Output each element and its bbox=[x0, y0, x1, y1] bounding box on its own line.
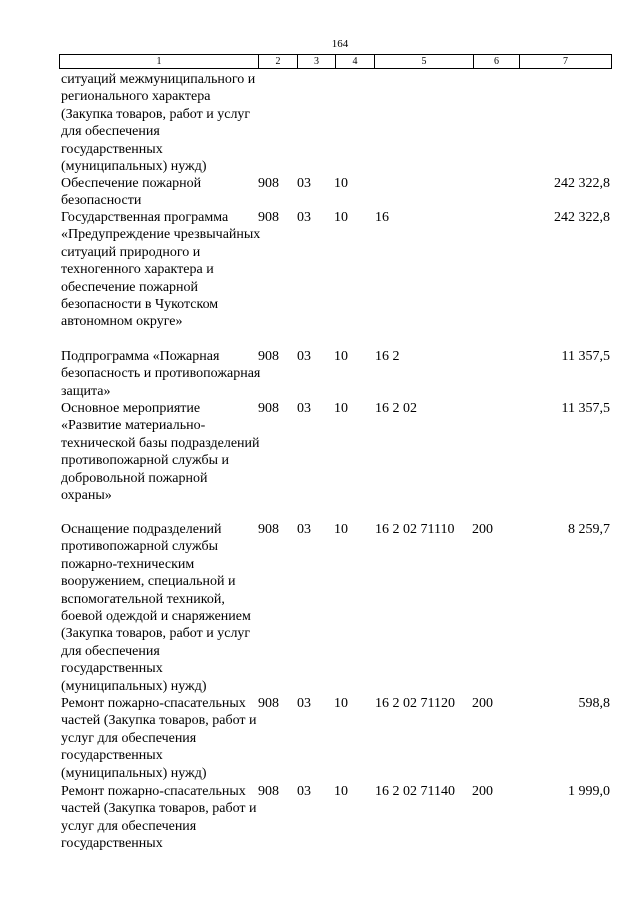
row-name: Обеспечение пожарной безопасности bbox=[61, 176, 202, 209]
row-code-3: 03 bbox=[297, 784, 311, 799]
row-code-2: 908 bbox=[258, 784, 279, 799]
row-amount: 8 259,7 bbox=[568, 522, 610, 537]
table-row bbox=[0, 521, 640, 695]
row-name: Основное мероприятие «Развитие материально-технической базы подразделений противопожарной службы и добровольной пожарной охраны» bbox=[61, 401, 260, 504]
row-code-3: 03 bbox=[297, 696, 311, 711]
row-code-5: 16 bbox=[375, 210, 389, 225]
table-row bbox=[0, 348, 640, 400]
table-row bbox=[0, 783, 640, 863]
row-amount: 11 357,5 bbox=[561, 401, 610, 416]
row-code-4: 10 bbox=[334, 522, 348, 537]
row-name: Ремонт пожарно-спасательных частей (Закупка товаров, работ и услуг для обеспечения государственных bbox=[61, 784, 257, 852]
row-code-6: 200 bbox=[472, 522, 493, 537]
row-code-4: 10 bbox=[334, 210, 348, 225]
table-row bbox=[0, 209, 640, 348]
row-code-6: 200 bbox=[472, 784, 493, 799]
row-code-2: 908 bbox=[258, 696, 279, 711]
row-code-4: 10 bbox=[334, 349, 348, 364]
row-amount: 242 322,8 bbox=[554, 176, 610, 191]
table-row bbox=[0, 695, 640, 783]
row-code-3: 03 bbox=[297, 176, 311, 191]
row-code-4: 10 bbox=[334, 784, 348, 799]
row-code-2: 908 bbox=[258, 210, 279, 225]
row-code-5: 16 2 02 71140 bbox=[375, 784, 455, 799]
row-name: Государственная программа «Предупреждение чрезвычайных ситуаций природного и техногенного характера и обеспечение пожарной безопасности в Чукотском автономном округе» bbox=[61, 210, 261, 330]
row-code-3: 03 bbox=[297, 349, 311, 364]
row-name: Ремонт пожарно-спасательных частей (Закупка товаров, работ и услуг для обеспечения государственных (муниципальных) нужд) bbox=[61, 696, 257, 781]
row-code-2: 908 bbox=[258, 176, 279, 191]
header-col-3: 3 bbox=[298, 55, 336, 69]
header-col-6: 6 bbox=[474, 55, 520, 69]
row-code-2: 908 bbox=[258, 522, 279, 537]
table-row bbox=[0, 175, 640, 209]
row-code-4: 10 bbox=[334, 401, 348, 416]
table-row bbox=[0, 400, 640, 521]
row-code-3: 03 bbox=[297, 210, 311, 225]
row-code-2: 908 bbox=[258, 349, 279, 364]
row-amount: 11 357,5 bbox=[561, 349, 610, 364]
header-col-1: 1 bbox=[60, 55, 259, 69]
row-code-5: 16 2 02 bbox=[375, 401, 417, 416]
table-body bbox=[0, 71, 640, 863]
row-code-5: 16 2 02 71110 bbox=[375, 522, 455, 537]
table-header bbox=[59, 54, 612, 69]
row-code-6: 200 bbox=[472, 696, 493, 711]
row-amount: 1 999,0 bbox=[568, 784, 610, 799]
header-col-7: 7 bbox=[520, 55, 612, 69]
header-col-5: 5 bbox=[375, 55, 474, 69]
table-row bbox=[0, 71, 640, 175]
row-code-3: 03 bbox=[297, 522, 311, 537]
row-code-4: 10 bbox=[334, 176, 348, 191]
row-amount: 242 322,8 bbox=[554, 210, 610, 225]
row-name: ситуаций межмуниципального и регионального характера (Закупка товаров, работ и услуг для обеспечения государственных (муниципальных) нужд) bbox=[61, 72, 256, 175]
row-code-4: 10 bbox=[334, 696, 348, 711]
header-col-2: 2 bbox=[259, 55, 298, 69]
page-number: 164 bbox=[331, 38, 349, 50]
row-name: Оснащение подразделений противопожарной службы пожарно-техническим вооружением, специальной и вспомогательной техникой, боевой одеждой и снаряжением (Закупка товаров, работ и услуг для обеспечения государственных (муниципальных) нужд) bbox=[61, 522, 251, 694]
row-name: Подпрограмма «Пожарная безопасность и противопожарная защита» bbox=[61, 349, 261, 399]
row-code-5: 16 2 bbox=[375, 349, 400, 364]
row-amount: 598,8 bbox=[578, 696, 610, 711]
row-code-2: 908 bbox=[258, 401, 279, 416]
header-col-4: 4 bbox=[336, 55, 375, 69]
row-code-3: 03 bbox=[297, 401, 311, 416]
row-code-5: 16 2 02 71120 bbox=[375, 696, 455, 711]
